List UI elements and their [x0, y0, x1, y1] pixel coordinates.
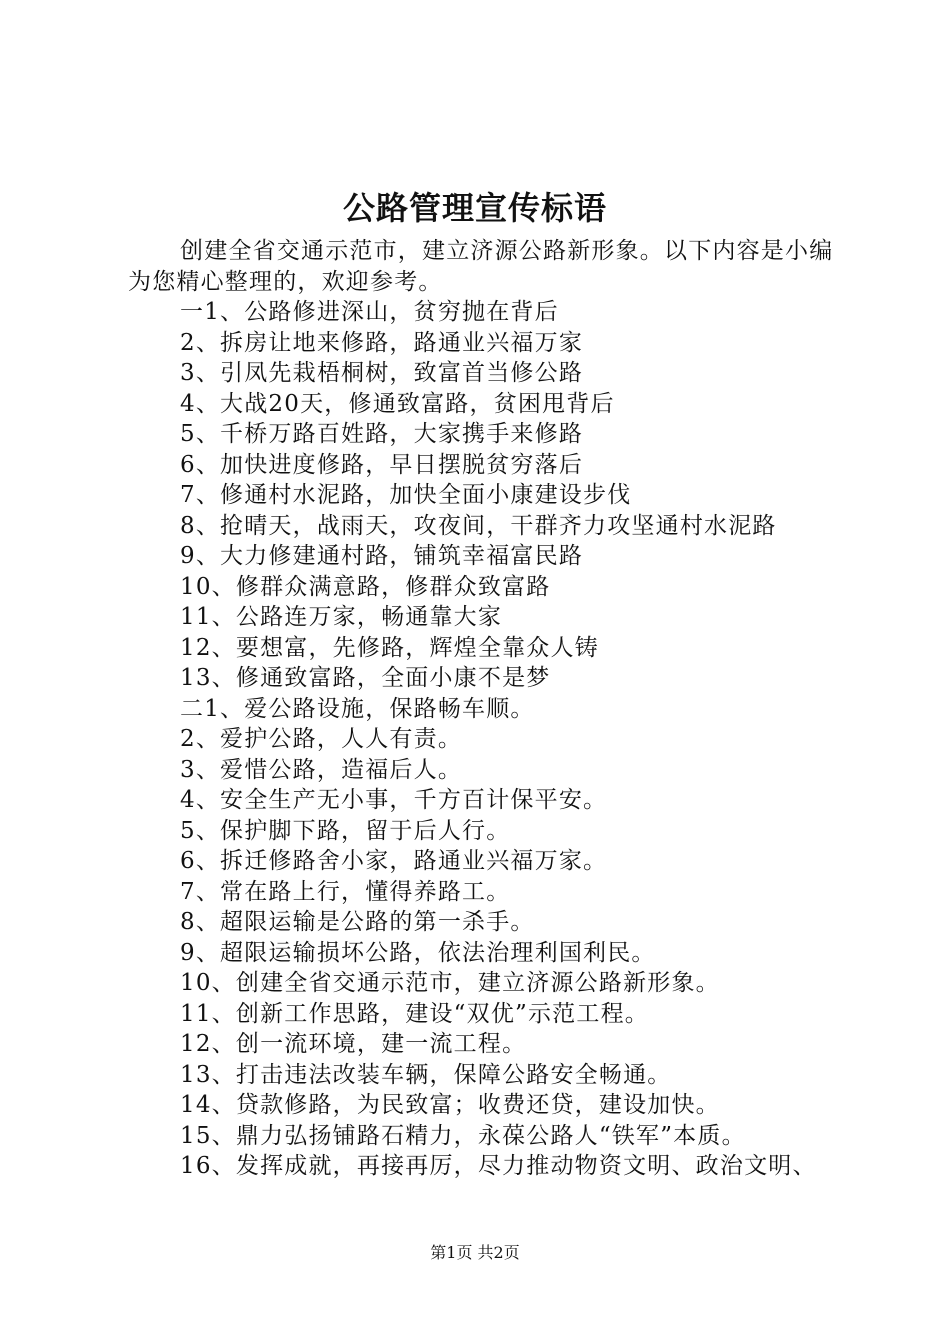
page-footer: 第1页 共2页 — [430, 1243, 520, 1262]
slogan-line: 11、创新工作思路，建设“双优”示范工程。 — [180, 1000, 649, 1027]
slogan-line: 4、安全生产无小事，千方百计保平安。 — [180, 787, 608, 813]
slogan-line: 8、超限运输是公路的第一杀手。 — [180, 909, 535, 935]
slogan-line: 13、修通致富路，全面小康不是梦 — [180, 665, 551, 691]
slogan-line: 12、创一流环境，建一流工程。 — [180, 1031, 527, 1057]
slogan-line: 9、大力修建通村路，铺筑幸福富民路 — [180, 543, 584, 569]
slogan-line: 6、加快进度修路，早日摆脱贫穷落后 — [180, 451, 584, 478]
slogan-line: 2、爱护公路，人人有责。 — [180, 726, 463, 752]
slogan-line: 9、超限运输损坏公路，依法治理利国利民。 — [180, 939, 656, 966]
slogan-line: 3、爱惜公路，造福后人。 — [180, 756, 463, 783]
page-title: 公路管理宣传标语 — [342, 189, 607, 227]
slogan-line: 2、拆房让地来修路，路通业兴福万家 — [180, 329, 584, 356]
slogan-line: 3、引凤先栽梧桐树，致富首当修公路 — [180, 360, 584, 386]
slogan-line: 8、抢晴天，战雨天，攻夜间，干群齐力攻坚通村水泥路 — [180, 512, 777, 539]
slogan-line: 15、鼎力弘扬铺路石精力，永葆公路人“铁军”本质。 — [180, 1122, 746, 1149]
slogan-line: 5、保护脚下路，留于后人行。 — [180, 817, 511, 844]
slogan-line: 一1、公路修进深山，贫穷抛在背后 — [180, 299, 559, 325]
slogan-line: 13、打击违法改装车辆，保障公路安全畅通。 — [180, 1061, 672, 1088]
slogan-list — [180, 297, 860, 1182]
slogan-line: 7、修通村水泥路，加快全面小康建设步伐 — [180, 482, 632, 508]
slogan-line: 12、要想富，先修路，辉煌全靠众人铸 — [180, 634, 599, 661]
slogan-line: 二1、爱公路设施，保路畅车顺。 — [180, 695, 535, 722]
slogan-line: 4、大战20天，修通致富路，贫困甩背后 — [180, 390, 615, 417]
slogan-line: 14、贷款修路，为民致富；收费还贷，建设加快。 — [180, 1092, 720, 1118]
slogan-line: 6、拆迁修路舍小家，路通业兴福万家。 — [180, 848, 608, 874]
intro-paragraph: 创建全省交通示范市，建立济源公路新形象。以下内容是小编为您精心整理的，欢迎参考。 — [128, 238, 834, 295]
slogan-line: 10、创建全省交通示范市，建立济源公路新形象。 — [180, 970, 720, 996]
slogan-line: 10、修群众满意路，修群众致富路 — [180, 573, 551, 600]
slogan-line: 5、千桥万路百姓路，大家携手来修路 — [180, 421, 584, 447]
slogan-line: 7、常在路上行，懂得养路工。 — [180, 878, 511, 905]
slogan-line: 11、公路连万家，畅通靠大家 — [180, 604, 503, 630]
slogan-line: 16、发挥成就，再接再厉，尽力推动物资文明、政治文明、 — [180, 1153, 817, 1179]
